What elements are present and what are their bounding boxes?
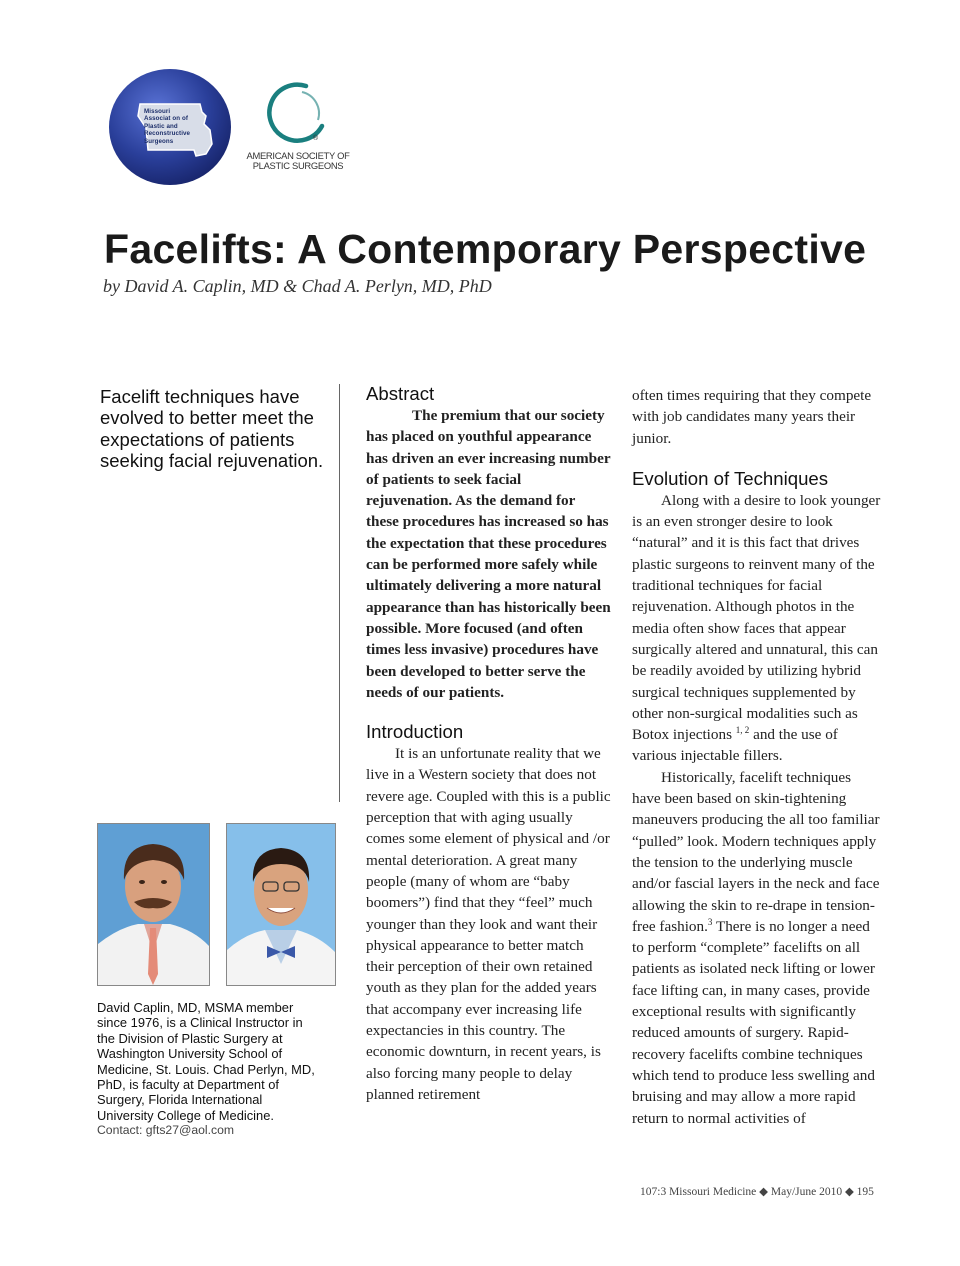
evolution-p2-end: There is no longer a need to perform “complete” facelifts on all patients as isolated neck lifting or lower face lifting can, in many cases, provide exceptional results with significantly reduced amounts of surgery. Rapid-recovery facelifts combine techniques which tend to produce less swelling and bruising and may allow a more rapid return to normal activities of [632, 917, 875, 1127]
column-right [632, 385, 882, 1129]
evolution-p2-text: Historically, facelift techniques have been based on skin-tightening maneuvers producing the all too familiar “pulled” look. Modern techniques apply the tension to the underlying muscle and/or fascial layers in the neck and face allowing the skin to re-drape in tension-free fashion. [632, 768, 880, 935]
author-photo-caplin [97, 823, 210, 986]
evolution-p1-end: and the use of various injectable fillers. [632, 726, 838, 765]
asps-line-1: AMERICAN SOCIETY OF [246, 150, 350, 161]
continued-text: often times requiring that they compete with job candidates many years their junior. [632, 387, 872, 447]
evolution-paragraph-1 [632, 490, 882, 767]
column-divider [339, 384, 340, 802]
author-caption [97, 1000, 321, 1139]
article-title: Facelifts: A Contemporary Perspective [104, 226, 867, 272]
asps-line-2: PLASTIC SURGEONS [252, 159, 344, 171]
evolution-p1-citation: 1, 2 [735, 725, 750, 736]
evolution-paragraph-2 [632, 767, 882, 1129]
asps-logo [238, 80, 358, 176]
maps-line-4: Reconstructive [144, 130, 191, 138]
pull-quote: Facelift techniques have evolved to better meet the expectations of patients seeking facial rejuvenation. [100, 386, 324, 472]
column-middle [366, 383, 611, 1105]
msma-logo [108, 68, 232, 186]
article-byline: by David A. Caplin, MD & Chad A. Perlyn, MD, PhD [103, 276, 492, 296]
maps-line-2: Associat on of [144, 115, 189, 123]
abstract-heading: Abstract [366, 383, 435, 404]
evolution-p2-citation: 3 [707, 916, 713, 927]
evolution-heading: Evolution of Techniques [632, 467, 829, 489]
asps-registered-mark: ® [313, 135, 319, 142]
maps-line-5: Surgeons [144, 137, 174, 145]
maps-line-3: Plastic and [144, 122, 178, 130]
abstract-text: The premium that our society has placed on youthful appearance has driven an ever increasing number of patients to seek facial rejuvenation. As the demand for these procedures has increased so has the expectation that these procedures can be performed more safely while ultimately delivering a more natural appearance than has historically been possible. More focused (and often times less invasive) procedures have been developed to better serve the needs of our patients. [366, 407, 611, 701]
evolution-p1-text: Along with a desire to look younger is an even stronger desire to look “natural” and it is this fact that drives plastic surgeons to reinvent many of the traditional techniques for facial rejuvenation. Although photos in the media often show faces that appear surgically altered and unnatural, this can be readily avoided by utilizing hybrid surgical techniques supplemented by other non-surgical modalities such as Botox injections [632, 491, 881, 744]
page-footer: 107:3 Missouri Medicine ◆ May/June 2010 ◆ 195 [640, 1186, 874, 1198]
author-contact: Contact: gfts27@aol.com [97, 1123, 235, 1138]
introduction-text: It is an unfortunate reality that we live in a Western society that does not revere age. Coupled with this is a public perception that with aging usually comes some element of physical and /or mental deterioration. A great many people (many of whom are “baby boomers”) find that they “feel” much younger than they look and want their physical appearance to better match their perception of their own retained youth as they plan for the added years that accompany ever increasing life expectancies in this country. The economic downturn, in recent years, is also forcing many people to delay planned retirement [366, 745, 611, 1103]
introduction-heading: Introduction [366, 721, 464, 743]
author-photo-perlyn [226, 823, 336, 986]
author-bio: David Caplin, MD, MSMA member since 1976, is a Clinical Instructor in the Division of Plastic Surgery at Washington University School of Medicine, St. Louis. Chad Perlyn, MD, PhD, is faculty at Department of Surgery, Florida International University College of Medicine. [97, 1000, 315, 1123]
asps-ring-icon [262, 80, 332, 144]
maps-line-1: Missouri [144, 108, 171, 115]
